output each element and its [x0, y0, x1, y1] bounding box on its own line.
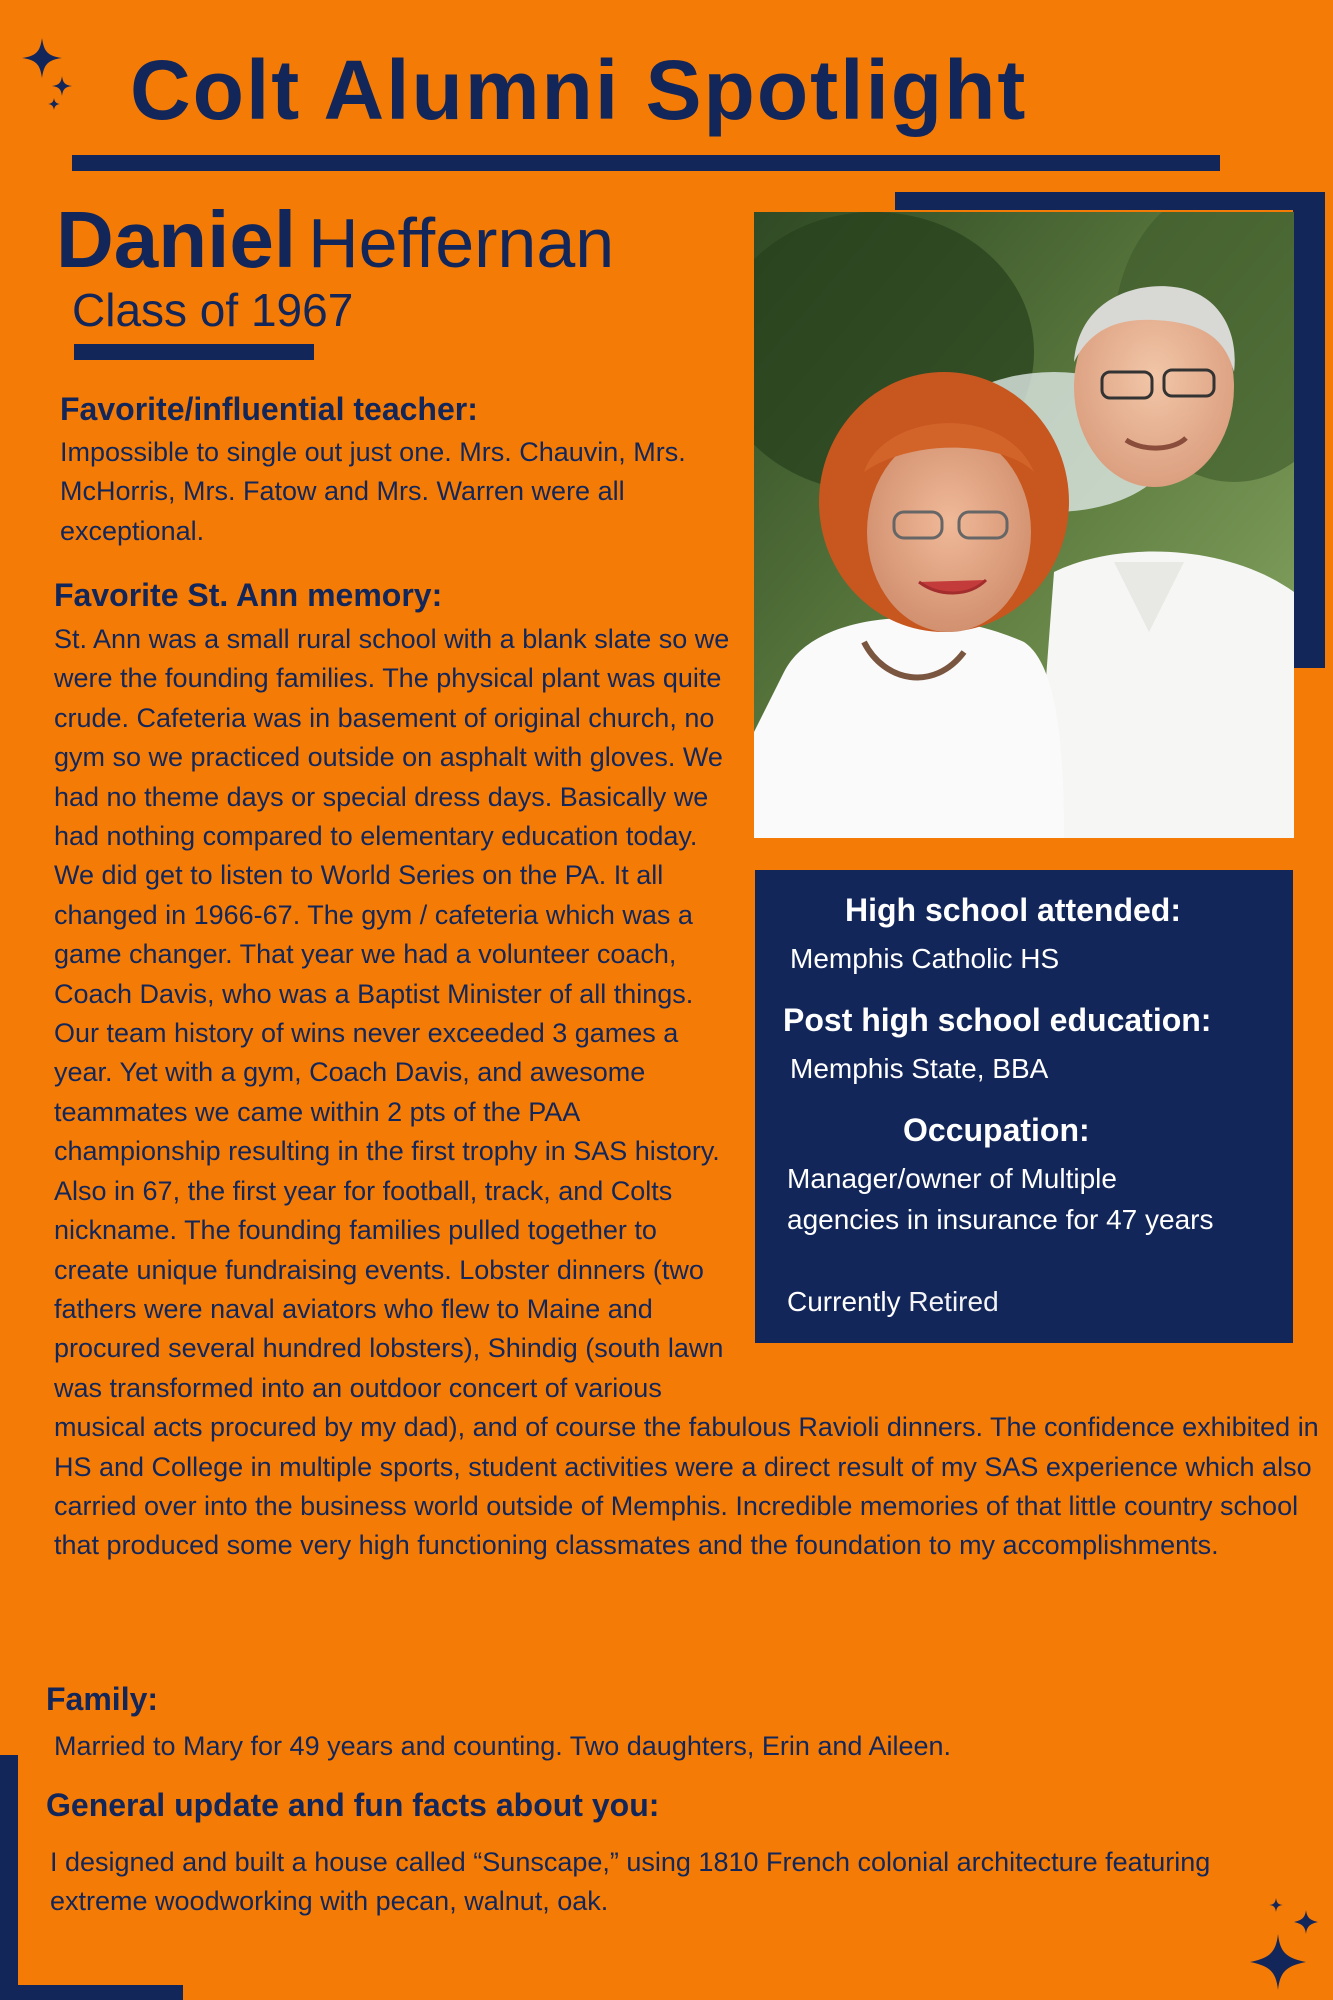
- update-text: I designed and built a house called “Sunscape,” using 1810 French colonial architecture featuring extreme woodworking with pecan, walnut, oak.: [50, 1847, 1211, 1917]
- corner-accent-horizontal: [0, 1985, 183, 2000]
- teacher-label: Favorite/influential teacher:: [60, 391, 478, 427]
- sparkle-icon: [18, 38, 74, 110]
- sparkle-icon: [1250, 1898, 1320, 1990]
- post-hs-value: Memphis State, BBA: [790, 1053, 1049, 1084]
- alumni-name: [56, 190, 614, 293]
- current-prefix: Currently: [787, 1286, 901, 1317]
- name-underline: [74, 344, 314, 360]
- memory-block: [54, 620, 1324, 1566]
- title-underline: [72, 155, 1220, 171]
- occupation-label: Occupation:: [903, 1112, 1090, 1148]
- family-text: Married to Mary for 49 years and counting. Two daughters, Erin and Aileen.: [54, 1731, 951, 1761]
- page-title: Colt Alumni Spotlight: [130, 43, 1028, 137]
- family-label: Family:: [46, 1681, 159, 1717]
- current-status-value: Retired: [908, 1286, 999, 1317]
- memory-label: Favorite St. Ann memory:: [54, 577, 443, 613]
- update-label: General update and fun facts about you:: [46, 1787, 660, 1823]
- high-school-value: Memphis Catholic HS: [790, 943, 1060, 974]
- high-school-label: High school attended:: [845, 892, 1181, 928]
- first-name: Daniel: [56, 195, 297, 284]
- post-hs-label: Post high school education:: [783, 1002, 1212, 1038]
- info-box-wrap-spacer: [739, 620, 1324, 1370]
- last-name: Heffernan: [308, 204, 615, 282]
- corner-accent-vertical: [0, 1755, 18, 2000]
- photo-frame-accent: [895, 192, 1298, 210]
- occupation-value: Manager/owner of Multiple agencies in insurance for 47 years: [787, 1163, 1214, 1235]
- class-year: Class of 1967: [72, 284, 354, 336]
- photo-frame-accent-side: [1293, 192, 1325, 668]
- teacher-text: Impossible to single out just one. Mrs. Chauvin, Mrs. McHorris, Mrs. Fatow and Mrs. Warren were all exceptional.: [60, 437, 686, 546]
- memory-text: St. Ann was a small rural school with a blank slate so we were the founding families. The physical plant was quite crude. Cafeteria was in basement of original church, no gym so we practiced outside on asphalt with gloves. We had no theme days or special dress days. Basically we had nothing compared to elementary education today. We did get to listen to World Series on the PA. It all changed in 1966-67. The gym / cafeteria which was a game changer. That year we had a volunteer coach, Coach Davis, who was a Baptist Minister of all things. Our team history of wins never exceeded 3 games a year. Yet with a gym, Coach Davis, and awesome teammates we came within 2 pts of the PAA championship resulting in the first trophy in SAS history. Also in 67, the first year for football, track, and Colts nickname. The founding families pulled together to create unique fundraising events. Lobster dinners (two fathers were naval aviators who flew to Maine and procured several hundred lobsters), Shindig (south lawn was transformed into an outdoor concert of various musical acts procured by my dad), and of course the fabulous Ravioli dinners. The confidence exhibited in HS and College in multiple sports, student activities were a direct result of my SAS experience which also carried over into the business world outside of Memphis. Incredible memories of that little country school that produced some very high functioning classmates and the foundation to my accomplishments.: [54, 624, 1319, 1561]
